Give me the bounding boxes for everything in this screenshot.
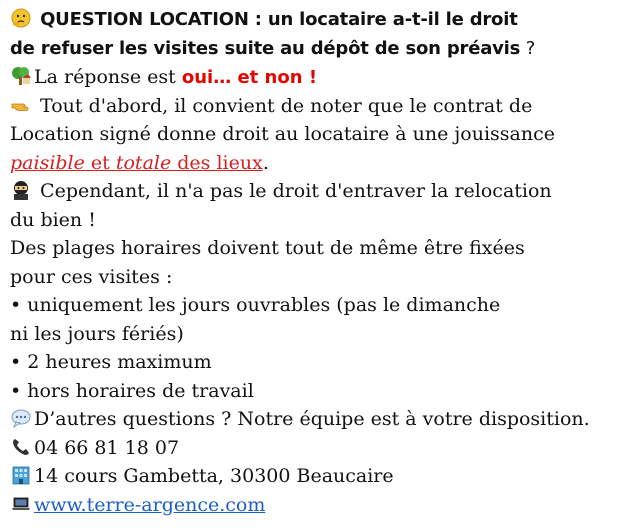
laptop-icon bbox=[10, 493, 32, 515]
phone-number: 04 66 81 18 07 bbox=[34, 436, 180, 459]
bullet-3-text: • hors horaires de travail bbox=[10, 379, 254, 402]
paragraph-1-line-3 bbox=[10, 149, 620, 178]
paragraph-2-line-2 bbox=[10, 206, 620, 235]
website-link[interactable]: www.terre-argence.com bbox=[34, 493, 266, 516]
paragraph-3-line-2 bbox=[10, 263, 620, 292]
speech-balloon-icon bbox=[10, 407, 32, 429]
paragraph-3-line-1 bbox=[10, 234, 620, 263]
bullet-2 bbox=[10, 348, 620, 377]
bullet-1-text-2: ni les jours fériés) bbox=[10, 322, 184, 345]
title-question-mark: ? bbox=[520, 37, 536, 59]
paragraph-1-line-2 bbox=[10, 120, 620, 149]
p1-word-et: et bbox=[84, 151, 116, 174]
p1-period: . bbox=[262, 151, 269, 174]
thinking-face-icon bbox=[10, 7, 32, 29]
bullet-1-text-1: • uniquement les jours ouvrables (pas le dimanche bbox=[10, 294, 501, 316]
p1-word-des-lieux: des lieux bbox=[171, 151, 263, 174]
bullet-1-line-1 bbox=[10, 291, 620, 320]
answer-prefix: La réponse est bbox=[34, 66, 182, 88]
paragraph-1-line-1 bbox=[10, 92, 620, 121]
ninja-icon bbox=[10, 179, 32, 201]
phone-line bbox=[10, 434, 620, 463]
p3-text-2: pour ces visites : bbox=[10, 265, 173, 288]
title-line-1 bbox=[10, 6, 620, 35]
pointing-hand-icon bbox=[10, 94, 32, 116]
bullet-1-line-2 bbox=[10, 320, 620, 349]
bullet-3 bbox=[10, 377, 620, 406]
telephone-icon bbox=[10, 436, 32, 458]
p1-word-paisible: paisible bbox=[10, 151, 85, 174]
p1-word-totale: totale bbox=[115, 151, 172, 174]
p1-text-2: Location signé donne droit au locataire à une jouissance bbox=[10, 123, 555, 145]
contact-text: D’autres questions ? Notre équipe est à votre disposition. bbox=[34, 408, 590, 430]
p2-text-1: Cependant, il n'a pas le droit d'entraver la relocation bbox=[34, 180, 552, 202]
address-line bbox=[10, 462, 620, 491]
p1-text-1: Tout d'abord, il convient de noter que le contrat de bbox=[34, 94, 533, 117]
website-line bbox=[10, 491, 620, 520]
title-question-location: QUESTION LOCATION bbox=[40, 9, 249, 30]
address-text: 14 cours Gambetta, 30300 Beaucaire bbox=[34, 465, 394, 487]
office-building-icon bbox=[10, 464, 32, 486]
p3-text-1: Des plages horaires doivent tout de même être fixées bbox=[10, 237, 525, 259]
answer-line bbox=[10, 63, 620, 92]
p2-text-2: du bien ! bbox=[10, 208, 96, 231]
bullet-2-text: • 2 heures maximum bbox=[10, 351, 212, 373]
title-separator: : bbox=[248, 9, 268, 30]
title-text-2: de refuser les visites suite au dépôt de son préavis bbox=[10, 37, 521, 59]
paragraph-2-line-1 bbox=[10, 177, 620, 206]
contact-line bbox=[10, 405, 620, 434]
tree-house-icon bbox=[10, 65, 32, 87]
title-text-1: un locataire a-t-il le droit bbox=[267, 9, 518, 30]
answer-highlight: oui… et non ! bbox=[181, 67, 318, 88]
title-line-2 bbox=[10, 35, 620, 64]
